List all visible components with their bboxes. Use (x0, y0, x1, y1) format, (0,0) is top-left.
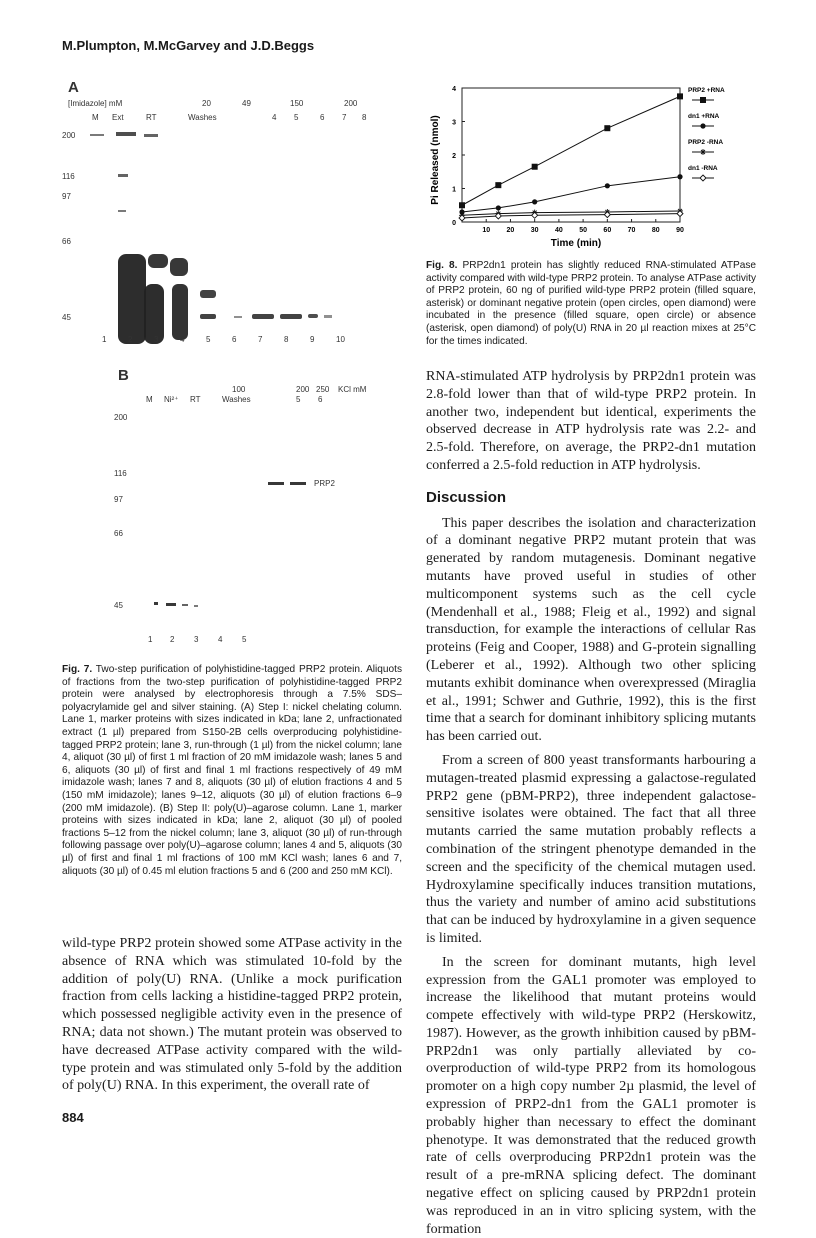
x-tick-label: 40 (554, 227, 563, 234)
panel-a-letter: A (68, 79, 79, 96)
lane-number: 5 (242, 635, 247, 644)
lane-number: 6 (232, 335, 237, 344)
panel-b-conc-200: 200 (296, 385, 310, 394)
x-tick-label: 20 (506, 227, 515, 234)
lane-number: 5 (206, 335, 211, 344)
lane-number: 2 (128, 335, 133, 344)
panel-b-lane-rt: RT (190, 395, 201, 404)
data-point (495, 182, 501, 188)
legend-label: PRP2 +RNA (688, 87, 725, 94)
lane-number: 3 (194, 635, 199, 644)
x-tick-label: 10 (482, 227, 491, 234)
panel-b-conc-100: 100 (232, 385, 246, 394)
panel-b-marker-66: 66 (114, 529, 123, 538)
lane-number: 4 (180, 335, 185, 344)
chart-legend (688, 87, 725, 181)
x-tick-label: 80 (651, 227, 660, 234)
figure-7-caption-body: Aliquots of fractions from the two-step purification of polyhistidine-tagged PRP2 protein were analysed by electrophoresis through a 7.5% SDS–polyacrylamide gel and silver staining. (A) Step I: nickel chelating column. Lane 1, marker proteins with sizes indicated in kDa; lane 2, unfractionated extract (1 µl) prepared from S150-2B cells overproducing polyhistidine-tagged PRP2 protein; lane 3, run-through (1 µl) from the nickel column; lane 4, aliquot (30 µl) of first 1 ml fraction of 20 mM imidazole wash; lanes 5 and 6, aliquots (30 µl) of first and final 1 ml fractions respectively of 49 mM imidazole wash; lanes 7 and 8, aliquots (30 µl) of elution fractions 4 and 5 (150 mM imidazole); lanes 9–12, aliquots (30 µl) of elution fractions 6–9 (200 mM imidazole). (B) Step II: poly(U)–agarose column. Lane 1, marker proteins with sizes indicated in kDa; lane 2, aliquot (30 µl) of pooled fractions 5–12 from the nickel column; lane 3, aliquot (30 µl) of run-through following passage over poly(U)–agarose column; lanes 4 and 5, aliquots (30 µl) of first and final 1 ml fractions of 100 mM KCl wash; lanes 6 and 7, aliquots (30 µl) of 0.45 ml elution fractions 5 and 6 (200 and 250 mM KCl). (62, 664, 402, 877)
panel-b-lane-5: 5 (296, 395, 301, 404)
panel-a-lane-ext: Ext (112, 113, 124, 122)
data-point (532, 212, 538, 218)
x-tick-label: 70 (627, 227, 636, 234)
running-header: M.Plumpton, M.McGarvey and J.D.Beggs (62, 38, 315, 53)
panel-b-conc-250: 250 (316, 385, 330, 394)
panel-b-marker-116: 116 (114, 469, 127, 478)
panel-b-lane-ni: Ni²⁺ (164, 395, 179, 404)
panel-b-letter: B (118, 367, 129, 384)
figure-8-chart (426, 78, 756, 250)
data-point (700, 149, 706, 155)
right-paragraph-3: From a screen of 800 yeast transformants harbouring a mutagen-treated plasmid expressing a galactose-regulated PRP2 gene (pBM-PRP2), three independent galactose-sensitive isolates were obtained. The fact that all three mutants carried the same mutation probably reflects a combination of the stringent phenotype demanded in the screen and the specificity of the chemical mutagen used. Hydroxylamine specifically induces transition mutations, thus the variety and number of amino acid substitutions that can be induced by hydroxylamine in a given sequence is limited. (426, 752, 756, 946)
panel-b-band-label: PRP2 (314, 479, 335, 488)
panel-b-kcl-label: KCl mM (338, 385, 367, 394)
chart-y-axis-label: Pi Released (nmol) (430, 115, 441, 205)
panel-b-marker-200: 200 (114, 413, 128, 422)
series-line (462, 177, 680, 212)
chart-series (459, 93, 683, 221)
data-point (604, 125, 610, 131)
lane-number: 3 (154, 335, 159, 344)
y-tick-label: 1 (452, 186, 456, 194)
x-tick-label: 30 (530, 227, 539, 234)
panel-a-conc-20: 20 (202, 99, 211, 108)
data-point (532, 164, 538, 170)
panel-a-conc-49: 49 (242, 99, 251, 108)
legend-label: dn1 +RNA (688, 113, 720, 120)
data-point (700, 97, 706, 103)
y-tick-label: 4 (452, 86, 456, 93)
panel-a-imidazole-label: [Imidazole] mM (68, 99, 123, 108)
figure-7-gels (62, 62, 402, 662)
panel-a-lane-7: 7 (342, 113, 347, 122)
figure-8-caption (426, 260, 756, 348)
panel-b-lane-washes: Washes (222, 395, 251, 404)
data-point (496, 205, 501, 210)
lane-number: 9 (310, 335, 315, 344)
lane-number: 10 (336, 335, 345, 344)
data-point (700, 175, 706, 181)
x-tick-label: 60 (603, 227, 612, 234)
y-tick-label: 0 (452, 220, 456, 227)
data-point (604, 212, 610, 218)
panel-a-lane-8: 8 (362, 113, 367, 122)
lane-number: 7 (258, 335, 263, 344)
panel-a-marker-200: 200 (62, 131, 76, 140)
right-paragraph-1: RNA-stimulated ATP hydrolysis by PRP2dn1 protein was 2.8-fold lower than that of wild-type PRP2 protein. In another two, independent but identical, experiments the observed decrease in ATP hydrolysis rate was 2.2- and 2.5-fold. Therefore, on average, the PRP2-dn1 mutation conferred a 2.5-fold reduction in ATP hydrolysis. (426, 369, 756, 473)
panel-a-marker-97: 97 (62, 192, 71, 201)
x-tick-label: 50 (579, 227, 588, 234)
data-point (459, 215, 465, 221)
figure-7-caption-label: Fig. 7. (62, 664, 93, 675)
series-line (462, 96, 680, 205)
plot-area (462, 88, 680, 222)
lane-number: 2 (170, 635, 175, 644)
panel-a-lane-5: 5 (294, 113, 299, 122)
x-tick-label: 90 (676, 227, 684, 234)
panel-a-lane-4: 4 (272, 113, 277, 122)
panel-a-marker-116: 116 (62, 172, 75, 181)
right-paragraph-2: This paper describes the isolation and characterization of a dominant negative PRP2 mutant protein that was generated by random mutagenesis. Dominant negative mutants have proved useful in studies of other multicomponent systems such as the cell cycle (Mendenhall et al., 1988; Fleig et al., 1992) and signal transduction, for example the interactions of cellular Ras proteins (Feig and Cooper, 1988) and G-protein signalling (Leberer et al., 1992). Although two other splicing mutants exhibit dominance when overexpressed (Miraglia et al., 1991; Schwer and Guthrie, 1992), this is the first time that a search for dominant inhibitory splicing mutants has been carried out. (426, 515, 756, 745)
legend-label: dn1 -RNA (688, 165, 718, 172)
panel-b-marker-97: 97 (114, 495, 123, 504)
left-column-text (62, 935, 402, 1095)
panel-a-lane-6: 6 (320, 113, 325, 122)
panel-a-bands (90, 132, 332, 344)
panel-b-marker-45: 45 (114, 601, 123, 610)
lane-number: 1 (148, 635, 153, 644)
panel-b-bands (154, 482, 306, 607)
legend-label: PRP2 -RNA (688, 139, 724, 146)
right-paragraph-4: In the screen for dominant mutants, high level expression from the GAL1 promoter was employed to increase the likelihood that mutant proteins would compete effectively with wild-type PRP2 (Herskowitz, 1987). However, as the growth inhibition caused by pBM-PRP2dn1 was only partially alleviated by co-overproduction of wild-type PRP2 from its homologous promoter on a high copy number 2µ plasmid, the level of expression of PRP2-dn1 from the GAL1 promoter is probably higher than necessary to effect the dominant phenotype. It was demonstrated that the reduced growth rate of cells overproducing PRP2dn1 protein was the result of a pre-mRNA splicing defect. The dominant negative effect on splicing caused by PRP2dn1 protein was reproduced in an in vitro splicing system, with the formation (426, 954, 756, 1237)
data-point (605, 183, 610, 188)
panel-b-lane-6: 6 (318, 395, 323, 404)
data-point (677, 93, 683, 99)
right-column-text (426, 368, 756, 1238)
panel-b-lane-numbers (148, 635, 247, 644)
data-point (677, 211, 683, 217)
figure-7-caption-title: Two-step purification of polyhistidine-tagged PRP2 protein. (95, 664, 363, 675)
page-number: 884 (62, 1110, 84, 1125)
figure-8-caption-body: PRP2dn1 protein has slightly reduced RNA-stimulated ATPase activity compared with wild-type PRP2 protein. To analyse ATPase activity of PRP2 protein, 60 ng of purified wild-type PRP2 protein (filled square, asterisk) or dominant negative protein (open circles, open diamond) were incubated in the presence (filled square, open circle) or absence (asterisk, open diamond) of poly(U) RNA in 20 µl reaction mixes at 25°C for the times indicated. (426, 260, 756, 347)
panel-a-lane-rt: RT (146, 113, 157, 122)
lane-number: 1 (102, 335, 107, 344)
panel-b-lane-m: M (146, 395, 153, 404)
chart-frame (462, 88, 680, 222)
panel-a-marker-66: 66 (62, 237, 71, 246)
lane-number: 4 (218, 635, 223, 644)
panel-a-conc-200: 200 (344, 99, 358, 108)
y-tick-label: 2 (452, 153, 456, 160)
figure-8-caption-label: Fig. 8. (426, 260, 458, 271)
figure-7-caption (62, 664, 402, 878)
discussion-heading: Discussion (426, 488, 507, 506)
panel-a-marker-45: 45 (62, 313, 71, 322)
y-tick-label: 3 (452, 119, 456, 127)
lane-number: 8 (284, 335, 289, 344)
chart-x-axis-label: Time (min) (550, 238, 602, 249)
panel-a-lane-washes: Washes (188, 113, 217, 122)
data-point (459, 202, 465, 208)
data-point (532, 199, 537, 204)
data-point (677, 174, 682, 179)
panel-a-lane-m: M (92, 113, 99, 122)
panel-a-conc-150: 150 (290, 99, 304, 108)
left-paragraph: wild-type PRP2 protein showed some ATPase activity in the absence of RNA which was stimulated 10-fold by the addition of poly(U) RNA. (Unlike a mock purification fraction from cells lacking a histidine-tagged PRP2 protein, which possessed negligible activity even in the presence of RNA; data not shown.) The mutant protein was observed to have decreased ATPase activity compared with the wild-type protein and was stimulated only 5-fold by the addition of poly(U) RNA. In this experiment, the overall rate of (62, 936, 402, 1094)
data-point (700, 123, 705, 128)
